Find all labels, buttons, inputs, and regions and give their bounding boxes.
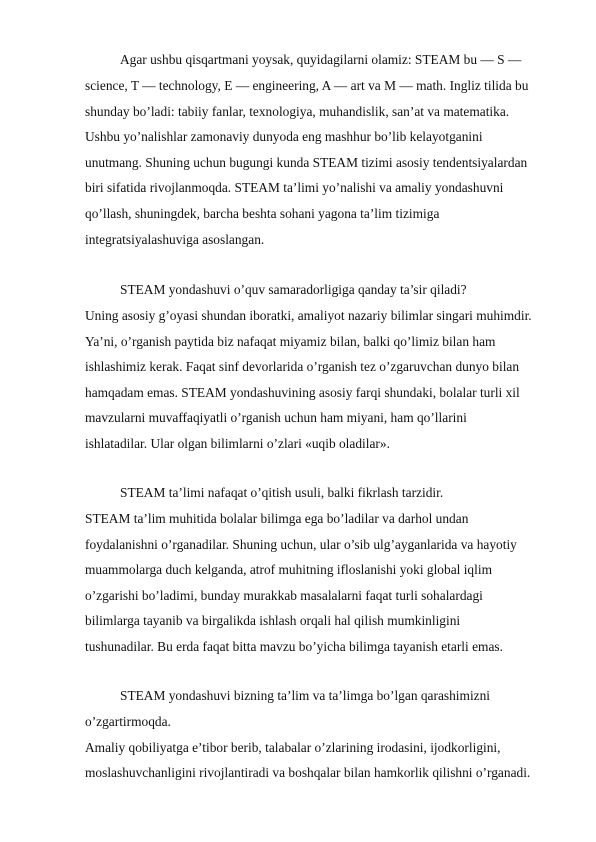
text-line: science, T — technology, E — engineering, A — art va M — math. Ingliz tilida bu [85,78,529,93]
section-heading: STEAM yondashuvi o’quv samaradorligiga qanday ta’sir qiladi? [120,282,467,297]
text-line: STEAM ta’lim muhitida bolalar bilimga ega bo’ladilar va darhol undan [85,511,469,526]
text-line: moslashuvchanligini rivojlantiradi va boshqalar bilan hamkorlik qilishni o’rganadi. [85,765,531,780]
text-line: shunday bo’ladi: tabiiy fanlar, texnologiya, muhandislik, san’at va matematika. [85,104,510,119]
text-line: o’zgarishi bo’ladimi, bunday murakkab masalalarni faqat turli sohalardagi [85,588,483,603]
text-line: integratsiyalashuviga asoslangan. [85,232,265,247]
section-heading-continuation: o’zgartirmoqda. [85,714,171,729]
text-line: ishlashimiz kerak. Faqat sinf devorlarida o’rganish tez o’zgaruvchan dunyo bilan [85,359,520,374]
text-line: unutmang. Shuning uchun bugungi kunda STEAM tizimi asosiy tendentsiyalardan [85,155,528,170]
text-line: ishlatadilar. Ular olgan bilimlarni o’zlari «uqib oladilar». [85,436,390,451]
section-heading: STEAM ta’limi nafaqat o’qitish usuli, balki fikrlash tarzidir. [120,485,444,500]
text-line: mavzularni muvaffaqiyatli o’rganish uchun ham miyani, ham qo’llarini [85,410,467,425]
text-line: hamqadam emas. STEAM yondashuvining asosiy farqi shundaki, bolalar turli xil [85,385,520,400]
text-line: Uning asosiy g’oyasi shundan iboratki, amaliyot nazariy bilimlar singari muhimdir. [85,308,532,323]
text-line: bilimlarga tayanib va birgalikda ishlash orqali hal qilish mumkinligini [85,613,461,628]
text-line: qo’llash, shuningdek, barcha beshta sohani yagona ta’lim tizimiga [85,206,440,221]
section-heading: STEAM yondashuvi bizning ta’lim va ta’limga bo’lgan qarashimizni [120,688,491,703]
text-line: Ushbu yo’nalishlar zamonaviy dunyoda eng mashhur bo’lib kelayotganini [85,129,483,144]
text-line: foydalanishni o’rganadilar. Shuning uchun, ular o’sib ulg’ayganlarida va hayotiy [85,537,517,552]
text-line: Ya’ni, o’rganish paytida biz nafaqat miyamiz bilan, balki qo’limiz bilan ham [85,334,496,349]
text-line: biri sifatida rivojlanmoqda. STEAM ta’limi yo’nalishi va amaliy yondashuvni [85,180,504,195]
text-line: muammolarga duch kelganda, atrof muhitning ifloslanishi yoki global iqlim [85,562,492,577]
text-line: Agar ushbu qisqartmani yoysak, quyidagilarni olamiz: STEAM bu — S — [120,52,522,67]
text-line: Amaliy qobiliyatga e’tibor berib, talabalar o’zlarining irodasini, ijodkorligini, [85,740,501,755]
text-line: tushunadilar. Bu erda faqat bitta mavzu bo’yicha bilimga tayanish etarli emas. [85,639,503,654]
